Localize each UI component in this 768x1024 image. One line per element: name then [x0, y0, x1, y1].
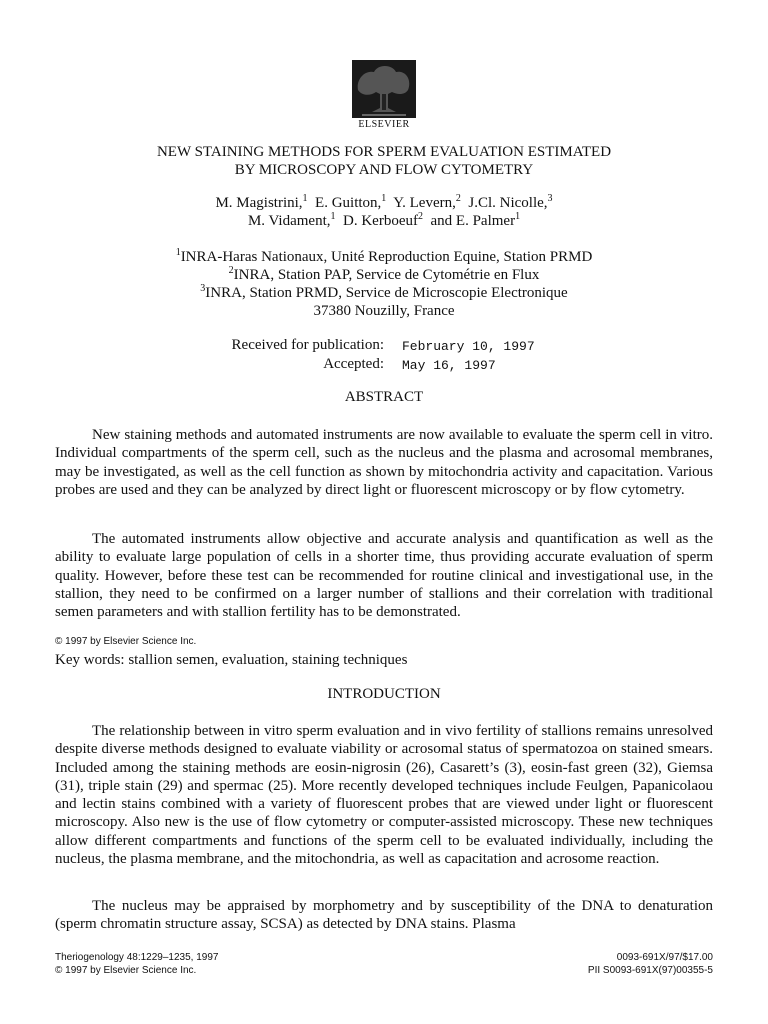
author-sup: 3	[547, 193, 553, 204]
author-sup: 1	[515, 211, 521, 222]
abstract-copyright: © 1997 by Elsevier Science Inc.	[55, 636, 197, 647]
author-name: E. Guitton,	[315, 195, 382, 211]
accepted-date: May 16, 1997	[402, 358, 496, 373]
introduction-heading: INTRODUCTION	[327, 686, 441, 702]
affiliation-list	[60, 248, 708, 320]
received-date: February 10, 1997	[402, 339, 535, 354]
accepted-row	[0, 355, 768, 374]
affiliation-4	[60, 302, 708, 320]
intro-paragraph-1-text: The relationship between in vitro sperm evaluation and in vivo fertility of stallions remains unresolved despite diverse methods designed to evaluate viability or acrosomal status of spermatozoa on stained smears. Included among the staining methods are eosin-nigrosin (26), Casarett’s (3), eosin-fast green (32), Giemsa (31), triple stain (29) and spermac (25). More recently developed techniques include Feulgen, Papanicolaou and lectin stains combined with a variety of fluorescent probes that are viewed under light or fluorescent microscopy. Also new is the use of flow cytometry or computer-assisted microscopy. These new techniques allow different compartments and functions of the sperm cell to be evaluated individually, including the nucleus, the plasma membrane, and the mitochondria, as well as capacitation and acrosome reaction.	[55, 723, 713, 868]
accepted-label: Accepted:	[323, 356, 384, 372]
affiliation-2	[60, 266, 708, 284]
affiliation-sup: 3	[200, 283, 206, 294]
elsevier-tree-logo	[352, 60, 416, 118]
affiliation-text: 37380 Nouzilly, France	[313, 303, 455, 319]
paper-title	[60, 143, 708, 179]
received-row	[0, 336, 768, 355]
publication-dates	[0, 336, 768, 374]
footer-citation	[55, 951, 218, 977]
author-line-2	[60, 212, 708, 230]
footer-identifiers	[588, 951, 713, 977]
intro-paragraph-2-text: The nucleus may be appraised by morphometry and by susceptibility of the DNA to denaturation (sperm chromatin structure assay, SCSA) as detected by DNA stains. Plasma	[55, 898, 713, 933]
abstract-paragraph-1-text: New staining methods and automated instruments are now available to evaluate the sperm cell in vitro. Individual compartments of the sperm cell, such as the nucleus and the plasma and acrosomal membranes, may be investigated, as well as the cell function as shown by mitochondria activity and capacitation. Various probes are used and they can be analyzed by direct light or fluorescent microscopy or by flow cytometry.	[55, 427, 713, 498]
intro-paragraph-1	[55, 722, 713, 868]
title-line-2: BY MICROSCOPY AND FLOW CYTOMETRY	[234, 162, 534, 178]
received-label: Received for publication:	[231, 337, 384, 353]
affiliation-text: INRA-Haras Nationaux, Unité Reproduction Equine, Station PRMD	[180, 249, 593, 265]
footer-pii: PII S0093-691X(97)00355-5	[587, 965, 713, 976]
author-sup: 2	[418, 211, 423, 222]
author-name: Y. Levern,	[393, 195, 456, 211]
author-sup: 2	[455, 193, 461, 204]
abstract-heading: ABSTRACT	[344, 389, 424, 405]
author-sup: 1	[381, 193, 387, 204]
author-name: and E. Palmer	[430, 213, 516, 229]
affiliation-sup: 2	[228, 265, 234, 276]
affiliation-text: INRA, Station PAP, Service de Cytométrie en Flux	[233, 267, 540, 283]
affiliation-1	[60, 248, 708, 266]
abstract-paragraph-2	[55, 530, 713, 621]
affiliation-3	[60, 284, 708, 302]
abstract-paragraph-1	[55, 426, 713, 499]
footer-journal: Theriogenology 48:1229–1235, 1997	[55, 952, 219, 963]
author-name: D. Kerboeuf	[343, 213, 418, 229]
title-line-1: NEW STAINING METHODS FOR SPERM EVALUATION ESTIMATED	[156, 144, 612, 160]
author-line-1	[60, 194, 708, 212]
author-sup: 1	[330, 211, 336, 222]
publisher-name: ELSEVIER	[358, 119, 410, 130]
keywords: Key words: stallion semen, evaluation, staining techniques	[55, 652, 408, 668]
footer-copyright: © 1997 by Elsevier Science Inc.	[55, 965, 197, 976]
footer-price: 0093-691X/97/$17.00	[616, 952, 713, 963]
author-sup: 1	[302, 193, 308, 204]
author-list	[60, 194, 708, 230]
affiliation-sup: 1	[175, 247, 181, 258]
author-name: J.Cl. Nicolle,	[468, 195, 548, 211]
intro-paragraph-2	[55, 897, 713, 934]
affiliation-text: INRA, Station PRMD, Service de Microscopie Electronique	[205, 285, 568, 301]
author-name: M. Magistrini,	[215, 195, 303, 211]
author-name: M. Vidament,	[247, 213, 331, 229]
abstract-paragraph-2-text: The automated instruments allow objective and accurate analysis and quantification as well as the ability to evaluate large population of cells in a shorter time, thus providing accurate evaluation of sperm quality. However, before these test can be recommended for routine clinical and investigational use, in the stallion, they need to be confirmed on a larger number of stallions and their correlation with traditional semen parameters and with stallion fertility has to be demonstrated.	[55, 531, 713, 621]
